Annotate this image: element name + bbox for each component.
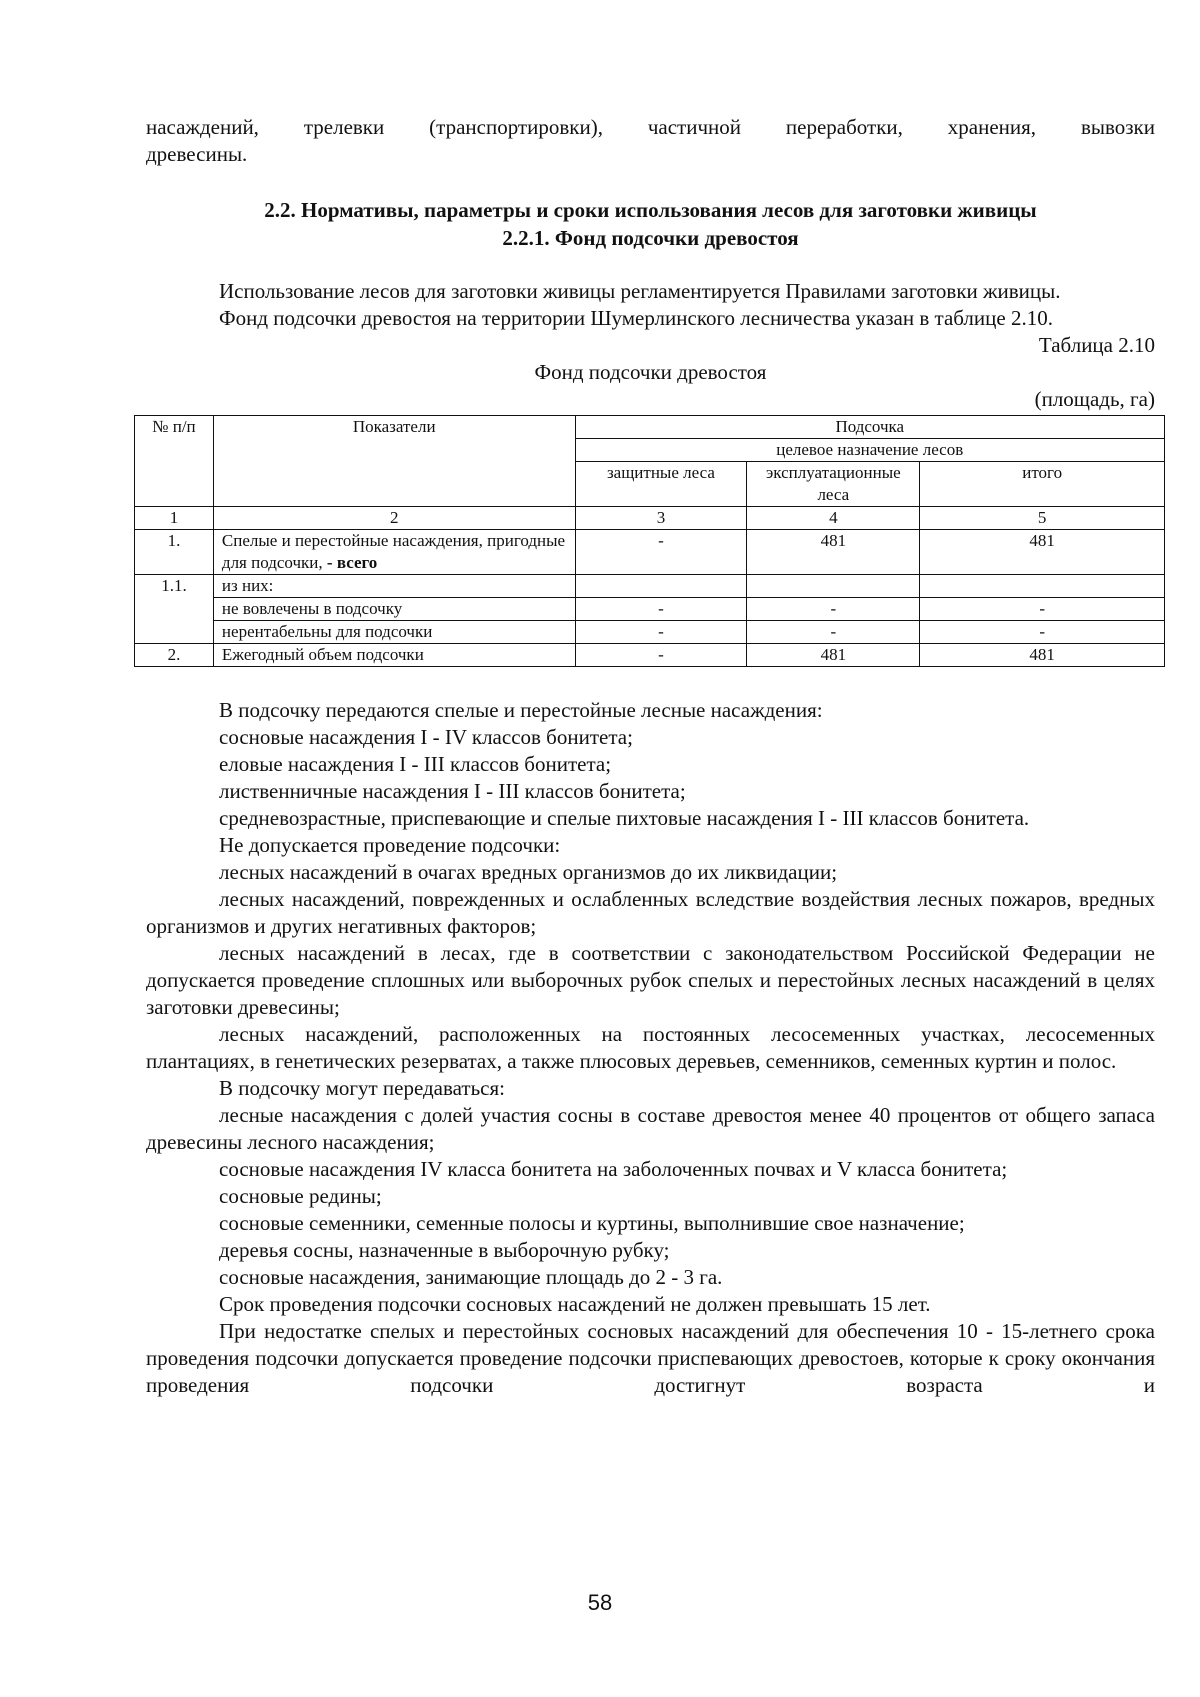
body-paragraph: В подсочку передаются спелые и перестойные лесные насаждения: [219,698,823,722]
table-unit: (площадь, га) [1034,387,1155,411]
intro-line-1: насаждений, трелевки (транспортировки), частичной переработки, хранения, вывозки [146,115,1155,139]
body-paragraph: лесных насаждений, поврежденных и ослабленных вследствие воздействия лесных пожаров, вредных организмов и других негативных факторов; [146,887,1155,938]
cell-protective: - [575,621,747,644]
col-number: 1 [135,507,214,530]
section-heading: 2.2. Нормативы, параметры и сроки использования лесов для заготовки живицы [264,198,1037,222]
section-headings [146,196,1155,252]
body-paragraph: лесных насаждений в лесах, где в соответствии с законодательством Российской Федерации не допускается проведение сплошных или выборочных рубок спелых и перестойных лесных насаждений в целях заготовки древесины; [146,941,1155,1019]
cell-total: - [920,621,1165,644]
row-label: Ежегодный объем подсочки [213,644,575,667]
header-total: итого [920,462,1165,507]
document-page [146,114,1155,1399]
header-protective: защитные леса [575,462,747,507]
cell-exploitation: - [747,598,920,621]
subsection-heading: 2.2.1. Фонд подсочки древостоя [502,226,799,250]
cell-exploitation: 481 [747,644,920,667]
table-row [135,530,1165,575]
table-label: Таблица 2.10 [1038,333,1155,357]
col-number: 5 [920,507,1165,530]
header-exploitation: эксплуатационные леса [747,462,920,507]
table-row [135,644,1165,667]
table-row [135,598,1165,621]
page-number: 58 [587,1590,613,1615]
body-paragraph: лесных насаждений в очагах вредных организмов до их ликвидации; [219,860,838,884]
body-paragraph: сосновые насаждения IV класса бонитета на заболоченных почвах и V класса бонитета; [219,1157,1008,1181]
body-paragraph: средневозрастные, приспевающие и спелые пихтовые насаждения I - III классов бонитета. [219,806,1030,830]
header-num: № п/п [135,416,214,507]
body-paragraph: В подсочку могут передаваться: [219,1076,505,1100]
row-label-total: - всего [326,553,378,572]
intro-line-2: древесины. [146,142,248,166]
body-paragraph: лесных насаждений, расположенных на постоянных лесосеменных участках, лесосеменных плантациях, в генетических резерватах, а также плюсовых деревьев, семенников, семенных куртин и полос. [146,1022,1155,1073]
body-text [146,697,1155,1399]
cell-protective [575,575,747,598]
body-paragraph: Не допускается проведение подсочки: [219,833,561,857]
header-tapping: Подсочка [575,416,1164,439]
col-number: 4 [747,507,920,530]
tapping-fund-table [134,415,1165,667]
body-paragraph: Срок проведения подсочки сосновых насаждений не должен превышать 15 лет. [219,1292,931,1316]
body-paragraph: При недостатке спелых и перестойных сосновых насаждений для обеспечения 10 - 15-летнего срока проведения подсочки допускается проведение подсочки приспевающих древостоев, которые к сроку окончания проведения подсочки достигнут возраста и [146,1319,1155,1397]
cell-exploitation: - [747,621,920,644]
table-column-numbers-row [135,507,1165,530]
body-paragraph: еловые насаждения I - III классов бонитета; [219,752,612,776]
cell-exploitation [747,575,920,598]
body-paragraph: сосновые насаждения I - IV классов бонитета; [219,725,633,749]
row-num: 1. [135,530,214,575]
header-indicators: Показатели [213,416,575,507]
col-number: 2 [213,507,575,530]
cell-protective: - [575,598,747,621]
row-num: 1.1. [135,575,214,644]
cell-protective: - [575,530,747,575]
body-paragraph: сосновые семенники, семенные полосы и куртины, выполнившие свое назначение; [219,1211,965,1235]
paragraph-regulation: Использование лесов для заготовки живицы регламентируется Правилами заготовки живицы. [219,279,1061,303]
body-paragraph: лиственничные насаждения I - III классов бонитета; [219,779,686,803]
col-number: 3 [575,507,747,530]
body-paragraph: сосновые насаждения, занимающие площадь до 2 - 3 га. [219,1265,723,1289]
cell-total: 481 [920,644,1165,667]
row-num: 2. [135,644,214,667]
cell-total: 481 [920,530,1165,575]
table-title: Фонд подсочки древостоя [534,360,767,384]
cell-exploitation: 481 [747,530,920,575]
row-label-text: Спелые и перестойные насаждения, пригодные для подсочки, [221,531,566,572]
row-label: нерентабельны для подсочки [213,621,575,644]
paragraph-table-reference: Фонд подсочки древостоя на территории Шумерлинского лесничества указан в таблице 2.10. [219,306,1053,330]
row-label [213,530,575,575]
body-paragraph: деревья сосны, назначенные в выборочную рубку; [219,1238,670,1262]
header-forest-purpose: целевое назначение лесов [575,439,1164,462]
body-paragraph: сосновые редины; [219,1184,382,1208]
cell-protective: - [575,644,747,667]
cell-total [920,575,1165,598]
cell-total: - [920,598,1165,621]
table-row [135,575,1165,598]
row-label: не вовлечены в подсочку [213,598,575,621]
row-label: из них: [213,575,575,598]
body-paragraph: лесные насаждения с долей участия сосны в составе древостоя менее 40 процентов от общего запаса древесины лесного насаждения; [146,1103,1155,1154]
table-row [135,621,1165,644]
table-header-row [135,416,1165,439]
